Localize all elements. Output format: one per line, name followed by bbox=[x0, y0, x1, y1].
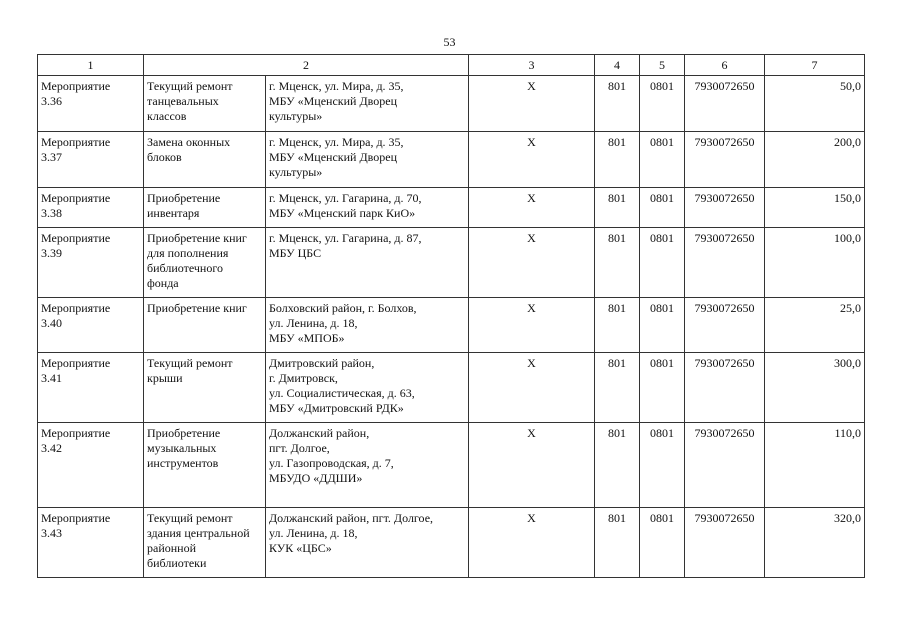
table-row bbox=[38, 76, 865, 132]
mark-cell: X bbox=[469, 298, 595, 353]
header-cell-7: 7 bbox=[765, 55, 865, 76]
code-4-cell: 801 bbox=[595, 508, 640, 578]
code-5-cell: 0801 bbox=[640, 76, 685, 132]
code-4-cell: 801 bbox=[595, 423, 640, 508]
code-6-cell: 7930072650 bbox=[685, 423, 765, 508]
code-6-cell: 7930072650 bbox=[685, 132, 765, 188]
amount-cell: 100,0 bbox=[765, 228, 865, 298]
table-row bbox=[38, 132, 865, 188]
event-cell: Мероприятие 3.40 bbox=[38, 298, 144, 353]
description-cell: Приобретение книг для пополнения библиотечного фонда bbox=[144, 228, 266, 298]
description-cell: Приобретение книг bbox=[144, 298, 266, 353]
header-cell-1: 1 bbox=[38, 55, 144, 76]
table-row bbox=[38, 423, 865, 508]
location-cell: г. Мценск, ул. Мира, д. 35, МБУ «Мценский Дворец культуры» bbox=[266, 76, 469, 132]
description-cell: Приобретение музыкальных инструментов bbox=[144, 423, 266, 508]
code-5-cell: 0801 bbox=[640, 423, 685, 508]
code-5-cell: 0801 bbox=[640, 132, 685, 188]
location-cell: Болховский район, г. Болхов, ул. Ленина, д. 18, МБУ «МПОБ» bbox=[266, 298, 469, 353]
code-5-cell: 0801 bbox=[640, 353, 685, 423]
mark-cell: X bbox=[469, 353, 595, 423]
mark-cell: X bbox=[469, 228, 595, 298]
header-row bbox=[38, 55, 865, 76]
table-row bbox=[38, 228, 865, 298]
code-6-cell: 7930072650 bbox=[685, 508, 765, 578]
code-6-cell: 7930072650 bbox=[685, 228, 765, 298]
header-cell-5: 5 bbox=[640, 55, 685, 76]
mark-cell: X bbox=[469, 508, 595, 578]
amount-cell: 50,0 bbox=[765, 76, 865, 132]
table-row bbox=[38, 353, 865, 423]
code-4-cell: 801 bbox=[595, 132, 640, 188]
code-6-cell: 7930072650 bbox=[685, 76, 765, 132]
event-cell: Мероприятие 3.39 bbox=[38, 228, 144, 298]
mark-cell: X bbox=[469, 132, 595, 188]
amount-cell: 200,0 bbox=[765, 132, 865, 188]
location-cell: Должанский район, пгт. Долгое, ул. Газопроводская, д. 7, МБУДО «ДДШИ» bbox=[266, 423, 469, 508]
event-cell: Мероприятие 3.43 bbox=[38, 508, 144, 578]
table-row bbox=[38, 508, 865, 578]
code-5-cell: 0801 bbox=[640, 228, 685, 298]
page-number: 53 bbox=[443, 35, 456, 49]
event-cell: Мероприятие 3.38 bbox=[38, 188, 144, 228]
description-cell: Текущий ремонт танцевальных классов bbox=[144, 76, 266, 132]
code-4-cell: 801 bbox=[595, 228, 640, 298]
event-cell: Мероприятие 3.36 bbox=[38, 76, 144, 132]
amount-cell: 320,0 bbox=[765, 508, 865, 578]
mark-cell: X bbox=[469, 188, 595, 228]
table-row bbox=[38, 188, 865, 228]
mark-cell: X bbox=[469, 76, 595, 132]
description-cell: Приобретение инвентаря bbox=[144, 188, 266, 228]
location-cell: г. Мценск, ул. Гагарина, д. 87, МБУ ЦБС bbox=[266, 228, 469, 298]
code-4-cell: 801 bbox=[595, 298, 640, 353]
header-cell-6: 6 bbox=[685, 55, 765, 76]
location-cell: Дмитровский район, г. Дмитровск, ул. Социалистическая, д. 63, МБУ «Дмитровский РДК» bbox=[266, 353, 469, 423]
header-cell-3: 3 bbox=[469, 55, 595, 76]
budget-table bbox=[37, 54, 865, 578]
amount-cell: 150,0 bbox=[765, 188, 865, 228]
event-cell: Мероприятие 3.37 bbox=[38, 132, 144, 188]
header-cell-4: 4 bbox=[595, 55, 640, 76]
code-5-cell: 0801 bbox=[640, 508, 685, 578]
description-cell: Замена оконных блоков bbox=[144, 132, 266, 188]
amount-cell: 110,0 bbox=[765, 423, 865, 508]
location-cell: г. Мценск, ул. Мира, д. 35, МБУ «Мценский Дворец культуры» bbox=[266, 132, 469, 188]
description-cell: Текущий ремонт крыши bbox=[144, 353, 266, 423]
table-row bbox=[38, 298, 865, 353]
description-cell: Текущий ремонт здания центральной районной библиотеки bbox=[144, 508, 266, 578]
event-cell: Мероприятие 3.42 bbox=[38, 423, 144, 508]
code-4-cell: 801 bbox=[595, 353, 640, 423]
location-cell: Должанский район, пгт. Долгое, ул. Ленина, д. 18, КУК «ЦБС» bbox=[266, 508, 469, 578]
header-cell-2: 2 bbox=[144, 55, 469, 76]
mark-cell: X bbox=[469, 423, 595, 508]
amount-cell: 300,0 bbox=[765, 353, 865, 423]
location-cell: г. Мценск, ул. Гагарина, д. 70, МБУ «Мценский парк КиО» bbox=[266, 188, 469, 228]
code-6-cell: 7930072650 bbox=[685, 353, 765, 423]
code-4-cell: 801 bbox=[595, 188, 640, 228]
code-6-cell: 7930072650 bbox=[685, 298, 765, 353]
event-cell: Мероприятие 3.41 bbox=[38, 353, 144, 423]
code-6-cell: 7930072650 bbox=[685, 188, 765, 228]
code-5-cell: 0801 bbox=[640, 188, 685, 228]
amount-cell: 25,0 bbox=[765, 298, 865, 353]
code-4-cell: 801 bbox=[595, 76, 640, 132]
code-5-cell: 0801 bbox=[640, 298, 685, 353]
